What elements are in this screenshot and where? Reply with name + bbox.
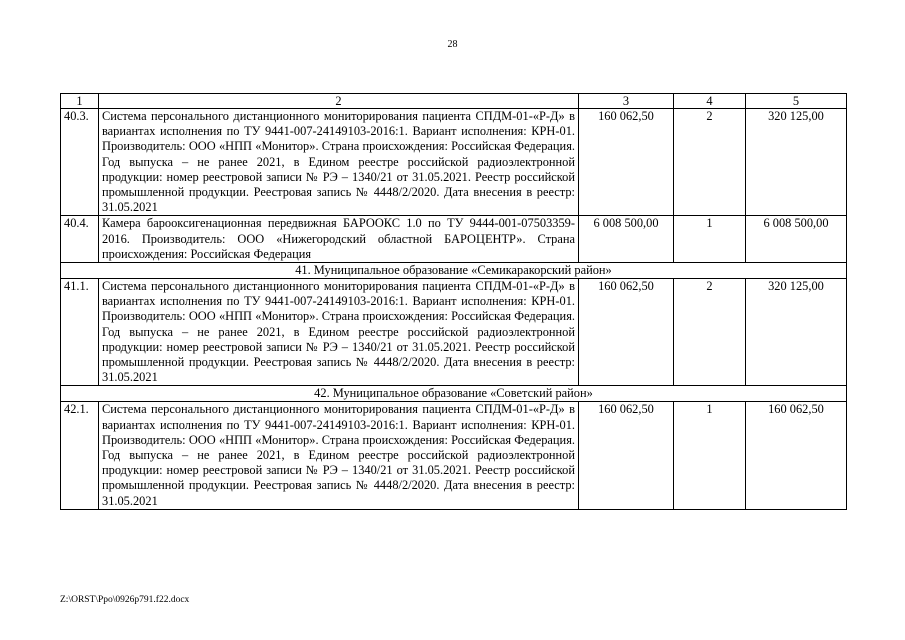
header-cell: 5: [746, 94, 847, 109]
table-row: [61, 109, 847, 216]
section-row: [61, 263, 847, 279]
page-number: 28: [447, 39, 458, 50]
row-description: Система персонального дистанционного мониторирования пациента СПДМ-01-«Р-Д» в вариантах исполнения по ТУ 9441-007-24149103-2016:1. Вариант исполнения: КРН-01. Производитель: ООО «НПП «Монитор». Страна происхождения: Российская Федерация. Год выпуска – не ранее 2021, в Едином реестре российской радиоэлектронной продукции: номер реестровой записи № РЭ – 1340/21 от 31.05.2021. Реестр российской промышленной продукции. Реестровая запись № 4448/2/2020. Дата внесения в реестр: 31.05.2021: [99, 279, 579, 386]
header-cell: 3: [579, 94, 674, 109]
document-table: [60, 93, 847, 510]
row-number: 40.4.: [61, 216, 99, 263]
row-total: 160 062,50: [746, 402, 847, 509]
header-cell: 2: [99, 94, 579, 109]
header-cell: 4: [674, 94, 746, 109]
row-description: Система персонального дистанционного мониторирования пациента СПДМ-01-«Р-Д» в вариантах исполнения по ТУ 9441-007-24149103-2016:1. Вариант исполнения: КРН-01. Производитель: ООО «НПП «Монитор». Страна происхождения: Российская Федерация. Год выпуска – не ранее 2021, в Едином реестре российской радиоэлектронной продукции: номер реестровой записи № РЭ – 1340/21 от 31.05.2021. Реестр российской промышленной продукции. Реестровая запись № 4448/2/2020. Дата внесения в реестр: 31.05.2021: [99, 109, 579, 216]
table-row: [61, 279, 847, 386]
row-description: Камера барооксигенационная передвижная БАРООКС 1.0 по ТУ 9444-001-07503359-2016. Производитель: ООО «Нижегородский областной БАРОЦЕНТР». Страна происхождения: Российская Федерация: [99, 216, 579, 263]
row-number: 40.3.: [61, 109, 99, 216]
row-price: 160 062,50: [579, 402, 674, 509]
row-price: 160 062,50: [579, 109, 674, 216]
footer-file-path: Z:\ORST\Ppo\0926p791.f22.docx: [60, 595, 190, 605]
row-quantity: 1: [674, 216, 746, 263]
row-description: Система персонального дистанционного мониторирования пациента СПДМ-01-«Р-Д» в вариантах исполнения по ТУ 9441-007-24149103-2016:1. Вариант исполнения: КРН-01. Производитель: ООО «НПП «Монитор». Страна происхождения: Российская Федерация. Год выпуска – не ранее 2021, в Едином реестре российской радиоэлектронной продукции: номер реестровой записи № РЭ – 1340/21 от 31.05.2021. Реестр российской промышленной продукции. Реестровая запись № 4448/2/2020. Дата внесения в реестр: 31.05.2021: [99, 402, 579, 509]
row-price: 6 008 500,00: [579, 216, 674, 263]
section-title: 41. Муниципальное образование «Семикаракорский район»: [61, 263, 847, 279]
row-quantity: 2: [674, 279, 746, 386]
row-total: 320 125,00: [746, 279, 847, 386]
section-row: [61, 386, 847, 402]
row-quantity: 2: [674, 109, 746, 216]
table-row: [61, 216, 847, 263]
row-price: 160 062,50: [579, 279, 674, 386]
row-number: 42.1.: [61, 402, 99, 509]
table-header-row: [61, 94, 847, 109]
row-total: 320 125,00: [746, 109, 847, 216]
header-cell: 1: [61, 94, 99, 109]
section-title: 42. Муниципальное образование «Советский район»: [61, 386, 847, 402]
row-total: 6 008 500,00: [746, 216, 847, 263]
row-quantity: 1: [674, 402, 746, 509]
table-row: [61, 402, 847, 509]
row-number: 41.1.: [61, 279, 99, 386]
